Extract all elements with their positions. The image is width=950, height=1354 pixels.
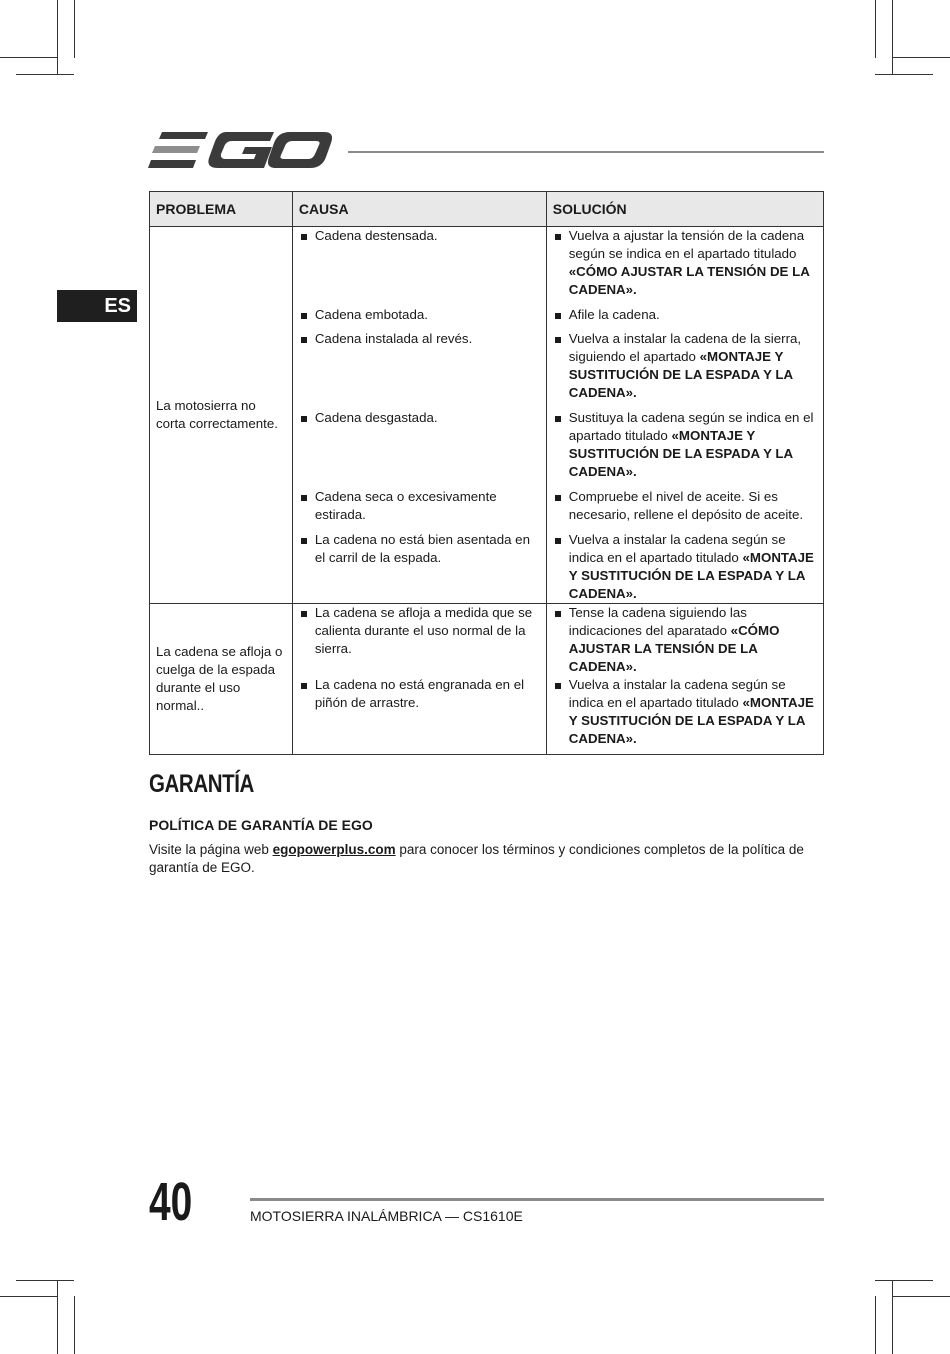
square-bullet-icon: [555, 337, 561, 343]
cause-cell: [292, 306, 546, 330]
solution-item: [547, 330, 823, 402]
solution-cell: [546, 488, 823, 531]
cause-item: [293, 676, 546, 712]
problem-cell: La cadena se afloja o cuelga de la espada durante el uso normal..: [150, 604, 293, 755]
cause-text: Cadena desgastada.: [314, 409, 438, 425]
solution-reference: «MONTAJE Y SUSTITUCIÓN DE LA ESPADA Y LA CADENA».: [568, 348, 793, 400]
square-bullet-icon: [301, 234, 307, 240]
cause-cell: [292, 409, 546, 488]
solution-item: [547, 227, 823, 299]
problem-cell: La motosierra no corta correctamente.: [150, 227, 293, 604]
square-bullet-icon: [555, 495, 561, 501]
crop-mark: [16, 1280, 74, 1281]
language-tab: ES: [57, 290, 137, 322]
cause-text: Cadena embotada.: [314, 306, 428, 322]
crop-mark: [875, 74, 933, 75]
solution-cell: [546, 330, 823, 409]
solution-item: [547, 488, 823, 524]
solution-text: Afile la cadena.: [568, 306, 660, 322]
solution-reference: «CÓMO AJUSTAR LA TENSIÓN DE LA CADENA».: [568, 264, 810, 297]
crop-mark: [16, 74, 74, 75]
table-row: [150, 604, 824, 677]
crop-mark: [892, 1296, 950, 1297]
header-cause: CAUSA: [292, 192, 546, 227]
solution-cell: [546, 676, 823, 754]
square-bullet-icon: [301, 313, 307, 319]
solution-cell: [546, 306, 823, 330]
page-number: 40: [149, 1172, 193, 1232]
cause-cell: [292, 676, 546, 754]
solution-reference: «MONTAJE Y SUSTITUCIÓN DE LA ESPADA Y LA CADENA».: [568, 549, 814, 601]
crop-mark: [875, 1296, 876, 1354]
cause-item: [293, 306, 546, 324]
cause-cell: [292, 604, 546, 677]
policy-title: POLÍTICA DE GARANTÍA DE EGO: [149, 817, 373, 833]
solution-reference: «CÓMO AJUSTAR LA TENSIÓN DE LA CADENA».: [568, 623, 780, 674]
solution-text: Vuelva a instalar la cadena de la sierra, siguiendo el apartado: [568, 330, 802, 364]
cause-item: [293, 330, 546, 348]
crop-mark: [57, 1280, 58, 1354]
cause-item: [293, 488, 546, 524]
policy-text-before: Visite la página web: [149, 842, 273, 857]
cause-cell: [292, 330, 546, 409]
square-bullet-icon: [301, 337, 307, 343]
cause-text: La cadena se afloja a medida que se calienta durante el uso normal de la sierra.: [314, 605, 533, 656]
solution-cell: [546, 227, 823, 306]
solution-text: Vuelva a ajustar la tensión de la cadena según se indica en el apartado titulado: [568, 228, 805, 261]
square-bullet-icon: [301, 538, 307, 544]
troubleshooting-table: [149, 191, 824, 755]
square-bullet-icon: [555, 683, 561, 689]
solution-text: Vuelva a instalar la cadena según se indica en el apartado titulado: [568, 531, 786, 565]
solution-cell: [546, 531, 823, 604]
square-bullet-icon: [301, 611, 307, 617]
cause-text: Cadena instalada al revés.: [314, 330, 473, 346]
square-bullet-icon: [301, 416, 307, 422]
crop-mark: [0, 57, 58, 58]
cause-item: [293, 409, 546, 427]
cause-cell: [292, 227, 546, 306]
header-solution: SOLUCIÓN: [546, 192, 823, 227]
table-row: [150, 227, 824, 306]
policy-text-after: para conocer los términos y condiciones completos de la política de garantía de EGO.: [149, 842, 804, 875]
square-bullet-icon: [555, 416, 561, 422]
cause-text: La cadena no está bien asentada en el carril de la espada.: [314, 531, 530, 565]
solution-text: Sustituya la cadena según se indica en el apartado titulado: [568, 409, 814, 443]
warranty-title: GARANTÍA: [149, 770, 254, 798]
solution-item: [547, 306, 823, 324]
crop-mark: [892, 1280, 893, 1354]
warranty-link[interactable]: egopowerplus.com: [272, 842, 396, 857]
crop-mark: [57, 0, 58, 74]
solution-text: Vuelva a instalar la cadena según se indica en el apartado titulado: [568, 677, 786, 710]
solution-item: [547, 531, 823, 603]
ego-logo: [148, 128, 332, 172]
header-rule: [348, 151, 824, 153]
footer-product: MOTOSIERRA INALÁMBRICA — CS1610E: [250, 1208, 523, 1224]
square-bullet-icon: [555, 313, 561, 319]
square-bullet-icon: [301, 495, 307, 501]
solution-cell: [546, 604, 823, 677]
cause-item: [293, 227, 546, 245]
header-problem: PROBLEMA: [150, 192, 293, 227]
cause-item: [293, 604, 546, 658]
solution-text: Compruebe el nivel de aceite. Si es necesario, rellene el depósito de aceite.: [568, 488, 804, 522]
crop-mark: [875, 0, 876, 58]
solution-reference: «MONTAJE Y SUSTITUCIÓN DE LA ESPADA Y LA CADENA».: [568, 695, 814, 746]
policy-text: [149, 841, 829, 877]
crop-mark: [892, 0, 893, 74]
solution-item: [547, 409, 823, 481]
crop-mark: [74, 0, 75, 58]
solution-text: Tense la cadena siguiendo las indicaciones del aparatado: [568, 605, 747, 638]
cause-text: La cadena no está engranada en el piñón de arrastre.: [314, 677, 525, 710]
square-bullet-icon: [555, 234, 561, 240]
cause-cell: [292, 488, 546, 531]
square-bullet-icon: [555, 611, 561, 617]
solution-item: [547, 676, 823, 748]
solution-cell: [546, 409, 823, 488]
crop-mark: [0, 1296, 58, 1297]
footer-rule: [250, 1198, 824, 1201]
solution-item: [547, 604, 823, 676]
table-header-row: [150, 192, 824, 227]
crop-mark: [892, 57, 950, 58]
cause-cell: [292, 531, 546, 604]
crop-mark: [74, 1296, 75, 1354]
solution-reference: «MONTAJE Y SUSTITUCIÓN DE LA ESPADA Y LA CADENA».: [568, 427, 793, 479]
crop-mark: [875, 1280, 933, 1281]
cause-text: Cadena seca o excesivamente estirada.: [314, 488, 497, 522]
square-bullet-icon: [555, 538, 561, 544]
cause-text: Cadena destensada.: [314, 228, 438, 243]
cause-item: [293, 531, 546, 567]
square-bullet-icon: [301, 683, 307, 689]
